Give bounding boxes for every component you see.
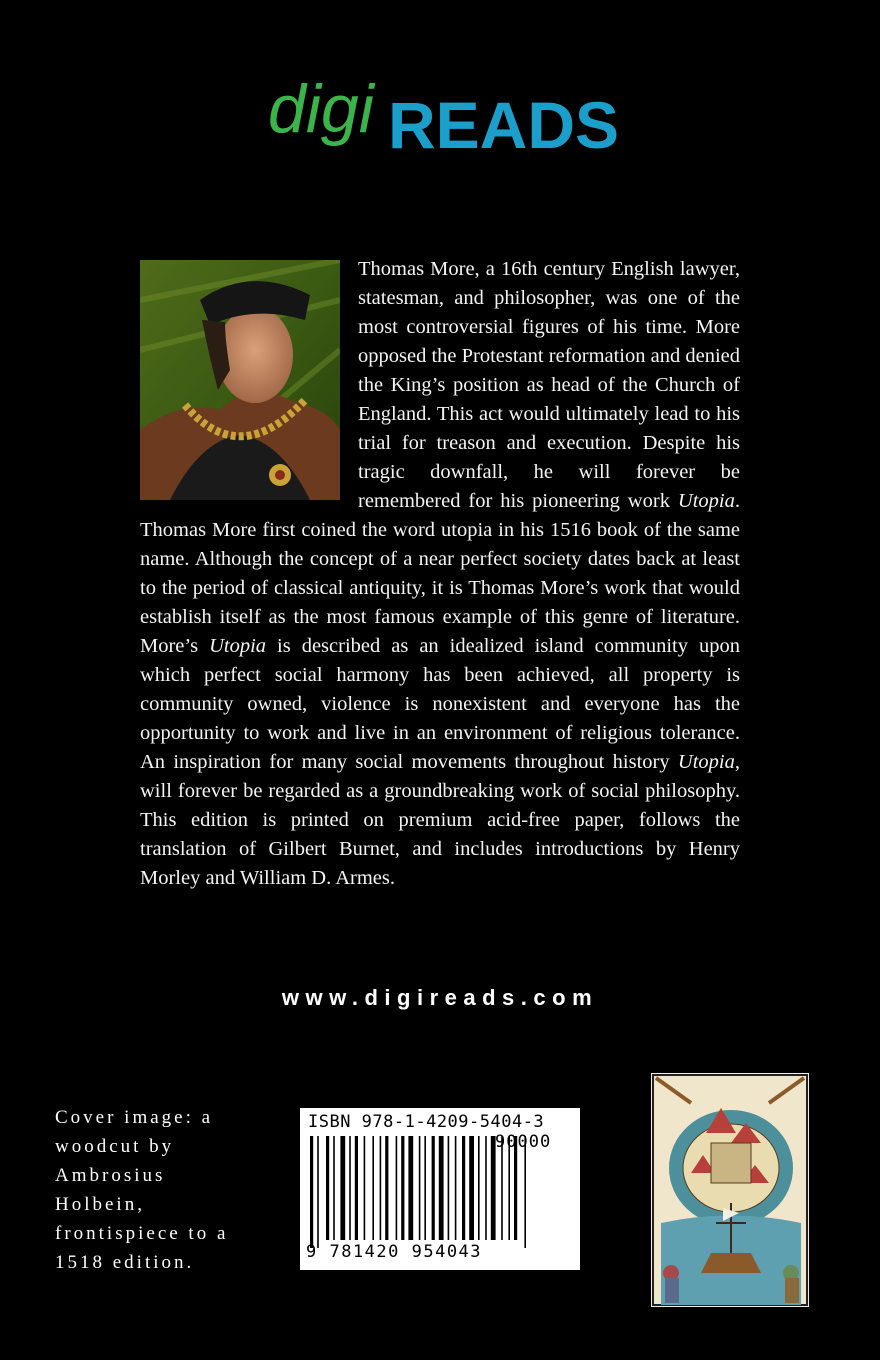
website-url[interactable]: www.digireads.com	[281, 985, 599, 1010]
credit-line: Ambrosius	[55, 1165, 166, 1186]
barcode-bar	[448, 1136, 450, 1240]
barcode-bar	[401, 1136, 404, 1240]
barcode-bar	[419, 1136, 421, 1240]
isbn-barcode	[300, 1108, 580, 1270]
barcode-bar	[372, 1136, 374, 1240]
credit-line: 1518 edition.	[55, 1252, 195, 1273]
barcode-bar	[340, 1136, 345, 1240]
isbn-text: ISBN 978-1-4209-5404-3	[308, 1112, 545, 1132]
blurb-text-4: , will forever be regarded as a groundbreaking work of social philosophy. This edition is printed on premium acid-free paper, follows the translation of Gilbert Burnet, and includes introductions by Henry Morley and William D. Armes.	[140, 751, 740, 889]
logo-reads-text: READS	[388, 88, 620, 162]
barcode-bar	[478, 1136, 480, 1240]
barcode-bar	[455, 1136, 457, 1240]
barcode-bar	[432, 1136, 435, 1240]
credit-line: frontispiece to a	[55, 1223, 229, 1244]
utopia-title-1: Utopia	[677, 490, 735, 512]
barcode-bar	[317, 1136, 319, 1248]
barcode-digits: 9 781420 954043	[306, 1242, 483, 1262]
barcode-bar	[396, 1136, 398, 1240]
utopia-title-2: Utopia	[209, 635, 267, 657]
blurb-text-2: . Thomas More first coined the word utopia in his 1516 book of the same name. Although the concept of a near perfect society dates back at least to the period of classical antiquity, it is Thomas More’s work that would establish itself as the most famous example of this genre of literature. More’s	[140, 490, 740, 657]
barcode-bar	[524, 1136, 526, 1248]
barcode-bar	[349, 1136, 351, 1240]
logo-graphic	[260, 70, 620, 180]
barcode-bar	[485, 1136, 487, 1240]
digireads-logo	[0, 70, 880, 180]
credit-line: Holbein,	[55, 1194, 145, 1215]
credit-line: Cover image: a	[55, 1107, 214, 1128]
blurb-text-3: is described as an idealized island community upon which perfect social harmony has been achieved, all property is community owned, violence is nonexistent and everyone has the opportunity to work and live in an environment of religious tolerance. An inspiration for many social movements throughout history	[140, 635, 740, 773]
barcode-bar	[385, 1136, 388, 1240]
barcode-bar	[380, 1136, 382, 1240]
utopia-title-3: Utopia	[677, 751, 735, 773]
thomas-more-portrait	[140, 260, 340, 500]
back-cover-description	[140, 255, 740, 893]
price-code: 90000	[495, 1132, 552, 1152]
barcode-bar	[469, 1136, 474, 1240]
utopia-woodcut-image	[651, 1073, 809, 1307]
barcode-bar	[364, 1136, 366, 1240]
barcode-bar	[462, 1136, 465, 1240]
cover-image-credit	[55, 1103, 245, 1277]
barcode-bar	[333, 1136, 335, 1240]
logo-digi-text: digi	[268, 71, 374, 147]
barcode-bar	[326, 1136, 329, 1240]
barcode-bar	[408, 1136, 413, 1240]
barcode-bar	[424, 1136, 426, 1240]
credit-line: woodcut by	[55, 1136, 175, 1157]
barcode-bar	[355, 1136, 358, 1240]
barcode-bar	[310, 1136, 313, 1248]
barcode-bar	[439, 1136, 444, 1240]
blurb-text-1: Thomas More, a 16th century English lawyer, statesman, and philosopher, was one of the most controversial figures of his time. More opposed the Protestant reformation and denied the King’s position as head of the Church of England. This act would ultimately lead to his trial for treason and execution. Despite his tragic downfall, he will forever be remembered for his pioneering work	[358, 258, 740, 512]
